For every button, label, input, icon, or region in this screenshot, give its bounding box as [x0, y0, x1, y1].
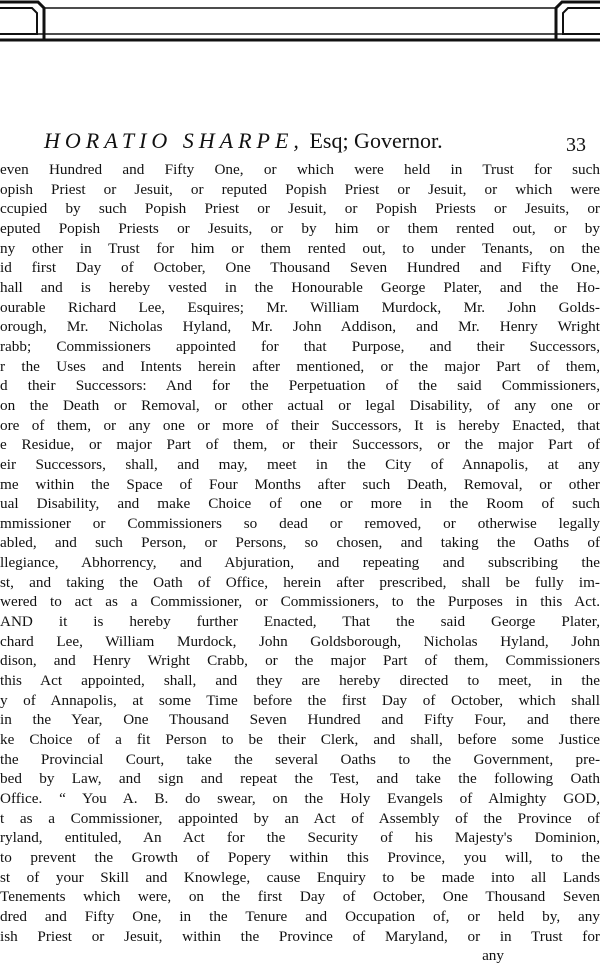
text-line: orough, Mr. Nicholas Hyland, Mr. John Addison, and Mr. Henry Wright: [0, 318, 600, 336]
text-line: ual Disability, and make Choice of one or more in the Room of such: [0, 495, 600, 513]
text-line: Tenements which were, on the first Day of October, One Thousand Seven: [0, 888, 600, 906]
text-line: e Residue, or major Part of them, or their Successors, or the major Part of: [0, 436, 600, 454]
text-line: rabb; Commissioners appointed for that Purpose, and their Successors,: [0, 337, 600, 355]
text-line: ourable Richard Lee, Esquires; Mr. William Murdock, Mr. John Golds-: [0, 298, 600, 316]
text-line: AND it is hereby further Enacted, That the said George Plater,: [0, 613, 600, 631]
running-header-title: [44, 128, 443, 154]
text-line: llegiance, Abhorrency, and Abjuration, and repeating and subscribing the: [0, 554, 600, 572]
text-line: in the Year, One Thousand Seven Hundred and Fifty Four, and there: [0, 711, 600, 729]
text-line: any: [482, 947, 504, 965]
text-line: d their Successors: And for the Perpetuation of the said Commissioners,: [0, 377, 600, 395]
text-line: on the Death or Removal, or other actual or legal Disability, of any one or: [0, 396, 600, 414]
text-line: ny other in Trust for him or them rented out, to under Tenants, on the: [0, 239, 600, 257]
text-line: ccupied by such Popish Priest or Jesuit, or Popish Priests or Jesuits, or: [0, 200, 600, 218]
text-line: dison, and Henry Wright Crabb, or the major Part of them, Commissioners: [0, 652, 600, 670]
text-line: me within the Space of Four Months after such Death, Removal, or other: [0, 475, 600, 493]
header-title-rest: Esq; Governor.: [303, 128, 443, 153]
text-line: to prevent the Growth of Popery within this Province, you will, to the: [0, 848, 600, 866]
text-line: wered to act as a Commissioner, or Commissioners, to the Purposes in this Act.: [0, 593, 600, 611]
text-line: r the Uses and Intents herein after mentioned, or the major Part of them,: [0, 357, 600, 375]
text-line: ish Priest or Jesuit, within the Province of Maryland, or in Trust for: [0, 927, 600, 945]
text-line: this Act appointed, shall, and they are hereby directed to meet, in the: [0, 672, 600, 690]
text-line: st, and taking the Oath of Office, herein after prescribed, shall be fully im-: [0, 573, 600, 591]
header-title-italic: HORATIO SHARPE,: [44, 128, 304, 153]
text-line: even Hundred and Fifty One, or which were held in Trust for such: [0, 161, 600, 178]
text-line: hall and is hereby vested in the Honourable George Plater, and the Ho-: [0, 278, 600, 296]
text-line: st of your Skill and Knowlege, cause Enquiry to be made into all Lands: [0, 868, 600, 886]
page-border-ornament: [0, 0, 600, 45]
text-line: y of Annapolis, at some Time before the first Day of October, which shall: [0, 691, 600, 709]
text-line: eir Successors, shall, and may, meet in the City of Annapolis, at any: [0, 455, 600, 473]
text-line: chard Lee, William Murdock, John Goldsborough, Nicholas Hyland, John: [0, 632, 600, 650]
page-number: 33: [566, 134, 586, 156]
text-line: opish Priest or Jesuit, or reputed Popish Priest or Jesuit, or which were: [0, 180, 600, 198]
text-line: ryland, entituled, An Act for the Security of his Majesty's Dominion,: [0, 829, 600, 847]
text-line: t as a Commissioner, appointed by an Act of Assembly of the Province of: [0, 809, 600, 827]
text-line: eputed Popish Priests or Jesuits, or by him or them rented out, or by: [0, 219, 600, 237]
body-text: [0, 160, 600, 966]
text-line: abled, and such Person, or Persons, so chosen, and taking the Oaths of: [0, 534, 600, 552]
book-page: [0, 128, 600, 965]
text-line: mmissioner or Commissioners so dead or removed, or otherwise legally: [0, 514, 600, 532]
text-line: ore of them, or any one or more of their Successors, It is hereby Enacted, that: [0, 416, 600, 434]
text-line: Office. “ You A. B. do swear, on the Holy Evangels of Almighty GOD,: [0, 790, 600, 807]
running-header: [0, 128, 600, 158]
text-line: the Provincial Court, take the several Oaths to the Government, pre-: [0, 750, 600, 768]
text-line: id first Day of October, One Thousand Seven Hundred and Fifty One,: [0, 259, 600, 277]
text-line: ke Choice of a fit Person to be their Clerk, and shall, before some Justice: [0, 731, 600, 749]
text-line: dred and Fifty One, in the Tenure and Occupation of, or held by, any: [0, 907, 600, 925]
text-line: bed by Law, and sign and repeat the Test, and take the following Oath: [0, 770, 600, 788]
